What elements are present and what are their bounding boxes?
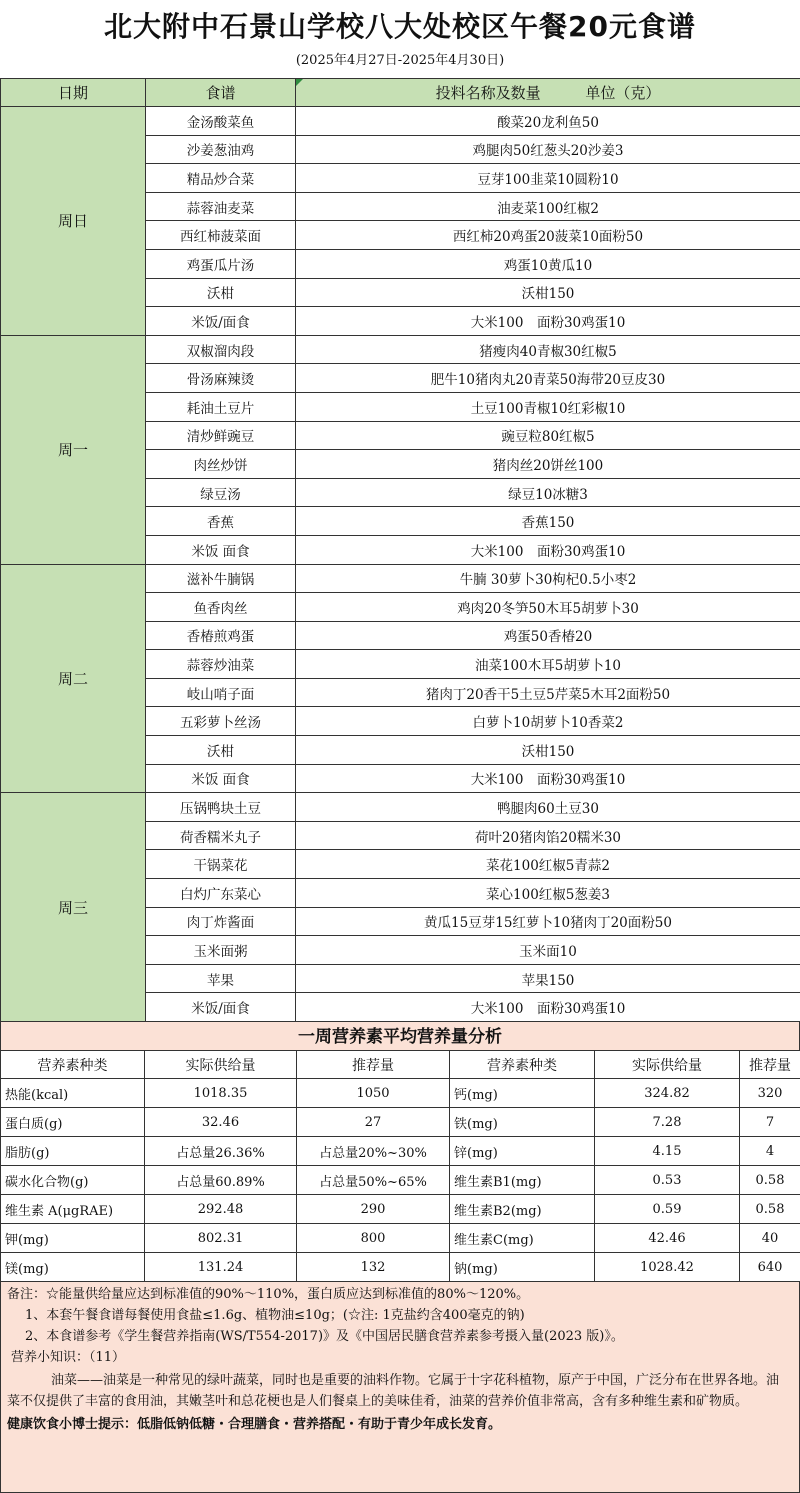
nutrient-value-cell: 132	[297, 1253, 450, 1282]
knowledge-label: 营养小知识：（11）	[7, 1347, 791, 1368]
ingredients-cell: 牛腩 30萝卜30枸杞0.5小枣2	[296, 564, 800, 593]
nutrition-row	[1, 1108, 800, 1137]
dish-cell: 干锅菜花	[146, 850, 296, 879]
nutrient-value-cell: 802.31	[145, 1224, 297, 1253]
ingredients-cell: 绿豆10冰糖3	[296, 478, 800, 507]
ingredients-cell: 豆芽100韭菜10圆粉10	[296, 164, 800, 193]
dish-cell: 蒜蓉炒油菜	[146, 650, 296, 679]
nutrient-value-cell: 800	[297, 1224, 450, 1253]
ingredients-cell: 土豆100青椒10红彩椒10	[296, 392, 800, 421]
nutrient-value-cell: 1018.35	[145, 1079, 297, 1108]
dish-cell: 清炒鲜豌豆	[146, 421, 296, 450]
dish-cell: 米饭/面食	[146, 307, 296, 336]
nutrient-value-cell: 640	[740, 1253, 800, 1282]
nutrition-header-row	[1, 1051, 800, 1079]
nutrient-value-cell: 324.82	[595, 1079, 740, 1108]
ingredients-cell: 菜心100红椒5葱姜3	[296, 879, 800, 908]
ingredients-cell: 鸡腿肉50红葱头20沙姜3	[296, 135, 800, 164]
notes-panel	[0, 1282, 800, 1493]
nutrition-header-cell: 实际供给量	[595, 1051, 740, 1079]
dish-cell: 滋补牛腩锅	[146, 564, 296, 593]
ingredients-cell: 菜花100红椒5青蒜2	[296, 850, 800, 879]
nutrient-name-cell: 碳水化合物(g)	[1, 1166, 145, 1195]
menu-row	[1, 793, 800, 822]
ingredients-cell: 荷叶20猪肉馅20糯米30	[296, 821, 800, 850]
knowledge-text: 油菜——油菜是一种常见的绿叶蔬菜，同时也是重要的油料作物。它属于十字花科植物，原产于中国，广泛分布在世界各地。油菜不仅提供了丰富的食用油，其嫩茎叶和总花梗也是人们餐桌上的美味佳肴，油菜的营养价值非常高，含有多种维生素和矿物质。	[7, 1370, 791, 1412]
ingredients-cell: 豌豆粒80红椒5	[296, 421, 800, 450]
menu-header-row	[1, 79, 800, 107]
note-references: 2、本食谱参考《学生餐营养指南(WS/T554-2017)》及《中国居民膳食营养素参考摄入量(2023 版)》。	[7, 1326, 791, 1347]
ingredients-cell: 猪肉丁20香干5土豆5芹菜5木耳2面粉50	[296, 678, 800, 707]
dish-cell: 沃柑	[146, 278, 296, 307]
nutrient-value-cell: 1028.42	[595, 1253, 740, 1282]
nutrient-value-cell: 占总量26.36%	[145, 1137, 297, 1166]
nutrient-name-cell: 维生素B2(mg)	[450, 1195, 595, 1224]
nutrient-value-cell: 0.58	[740, 1195, 800, 1224]
dish-cell: 香椿煎鸡蛋	[146, 621, 296, 650]
dish-cell: 米饭 面食	[146, 535, 296, 564]
nutrient-name-cell: 锌(mg)	[450, 1137, 595, 1166]
dish-cell: 压锅鸭块土豆	[146, 793, 296, 822]
dish-cell: 米饭 面食	[146, 764, 296, 793]
nutrient-value-cell: 0.58	[740, 1166, 800, 1195]
health-tip: 健康饮食小博士提示：低脂低钠低糖・合理膳食・营养搭配・有助于青少年成长发育。	[7, 1414, 791, 1435]
ingredients-cell: 白萝卜10胡萝卜10香菜2	[296, 707, 800, 736]
menu-table	[0, 78, 800, 1022]
dish-cell: 双椒溜肉段	[146, 335, 296, 364]
day-cell: 周一	[1, 335, 146, 564]
ingredients-cell: 大米100 面粉30鸡蛋10	[296, 307, 800, 336]
nutrient-value-cell: 131.24	[145, 1253, 297, 1282]
menu-row	[1, 335, 800, 364]
dish-cell: 沙姜葱油鸡	[146, 135, 296, 164]
ingredients-cell: 鸡蛋50香椿20	[296, 621, 800, 650]
dish-cell: 肉丁炸酱面	[146, 907, 296, 936]
nutrient-value-cell: 42.46	[595, 1224, 740, 1253]
ingredients-cell: 鸭腿肉60土豆30	[296, 793, 800, 822]
page-title: 北大附中石景山学校八大处校区午餐20元食谱	[0, 0, 800, 48]
nutrition-header-cell: 推荐量	[740, 1051, 800, 1079]
nutrient-name-cell: 脂肪(g)	[1, 1137, 145, 1166]
ingredients-cell: 苹果150	[296, 964, 800, 993]
header-date: 日期	[1, 79, 146, 107]
dish-cell: 骨汤麻辣烫	[146, 364, 296, 393]
dish-cell: 金汤酸菜鱼	[146, 107, 296, 136]
dish-cell: 荷香糯米丸子	[146, 821, 296, 850]
nutrient-value-cell: 4.15	[595, 1137, 740, 1166]
dish-cell: 五彩萝卜丝汤	[146, 707, 296, 736]
nutrient-name-cell: 钾(mg)	[1, 1224, 145, 1253]
nutrition-row	[1, 1224, 800, 1253]
dish-cell: 肉丝炒饼	[146, 450, 296, 479]
dish-cell: 鱼香肉丝	[146, 593, 296, 622]
nutrient-name-cell: 钠(mg)	[450, 1253, 595, 1282]
ingredients-cell: 沃柑150	[296, 736, 800, 765]
ingredients-cell: 大米100 面粉30鸡蛋10	[296, 993, 800, 1022]
nutrition-title: 一周营养素平均营养量分析	[0, 1022, 800, 1050]
ingredients-cell: 大米100 面粉30鸡蛋10	[296, 764, 800, 793]
day-cell: 周日	[1, 107, 146, 336]
nutrient-value-cell: 40	[740, 1224, 800, 1253]
ingredients-cell: 沃柑150	[296, 278, 800, 307]
dish-cell: 米饭/面食	[146, 993, 296, 1022]
nutrient-value-cell: 占总量60.89%	[145, 1166, 297, 1195]
header-unit-label: 单位（克）	[585, 84, 660, 102]
day-cell: 周二	[1, 564, 146, 793]
nutrition-row	[1, 1166, 800, 1195]
nutrient-value-cell: 0.59	[595, 1195, 740, 1224]
note-salt-oil: 1、本套午餐食谱每餐使用食盐≤1.6g、植物油≤10g；(☆注: 1克盐约含400毫克的钠)	[7, 1305, 791, 1326]
ingredients-cell: 黄瓜15豆芽15红萝卜10猪肉丁20面粉50	[296, 907, 800, 936]
ingredients-cell: 猪瘦肉40青椒30红椒5	[296, 335, 800, 364]
ingredients-cell: 大米100 面粉30鸡蛋10	[296, 535, 800, 564]
nutrition-row	[1, 1195, 800, 1224]
ingredients-cell: 油菜100木耳5胡萝卜10	[296, 650, 800, 679]
nutrient-name-cell: 热能(kcal)	[1, 1079, 145, 1108]
date-range: (2025年4月27日-2025年4月30日)	[0, 48, 800, 78]
ingredients-cell: 鸡肉20冬笋50木耳5胡萝卜30	[296, 593, 800, 622]
nutrient-name-cell: 蛋白质(g)	[1, 1108, 145, 1137]
menu-row	[1, 107, 800, 136]
ingredients-cell: 玉米面10	[296, 936, 800, 965]
nutrient-value-cell: 4	[740, 1137, 800, 1166]
dish-cell: 鸡蛋瓜片汤	[146, 249, 296, 278]
dish-cell: 玉米面粥	[146, 936, 296, 965]
nutrient-value-cell: 27	[297, 1108, 450, 1137]
nutrition-row	[1, 1253, 800, 1282]
menu-row	[1, 564, 800, 593]
day-cell: 周三	[1, 793, 146, 1022]
nutrition-body	[1, 1079, 800, 1282]
dish-cell: 岐山哨子面	[146, 678, 296, 707]
nutrient-value-cell: 290	[297, 1195, 450, 1224]
nutrition-header-cell: 实际供给量	[145, 1051, 297, 1079]
nutrient-value-cell: 32.46	[145, 1108, 297, 1137]
nutrient-name-cell: 铁(mg)	[450, 1108, 595, 1137]
ingredients-cell: 鸡蛋10黄瓜10	[296, 249, 800, 278]
ingredients-cell: 西红柿20鸡蛋20菠菜10面粉50	[296, 221, 800, 250]
dish-cell: 绿豆汤	[146, 478, 296, 507]
nutrient-value-cell: 占总量20%~30%	[297, 1137, 450, 1166]
cell-marker-icon	[296, 79, 303, 86]
dish-cell: 白灼广东菜心	[146, 879, 296, 908]
ingredients-cell: 猪肉丝20饼丝100	[296, 450, 800, 479]
dish-cell: 精品炒合菜	[146, 164, 296, 193]
nutrient-value-cell: 0.53	[595, 1166, 740, 1195]
nutrition-row	[1, 1079, 800, 1108]
dish-cell: 蒜蓉油麦菜	[146, 192, 296, 221]
nutrient-name-cell: 镁(mg)	[1, 1253, 145, 1282]
header-dish: 食谱	[146, 79, 296, 107]
ingredients-cell: 酸菜20龙利鱼50	[296, 107, 800, 136]
dish-cell: 耗油土豆片	[146, 392, 296, 421]
nutrition-header-cell: 营养素种类	[450, 1051, 595, 1079]
header-items	[296, 79, 800, 107]
nutrient-name-cell: 维生素C(mg)	[450, 1224, 595, 1253]
remark-text: 备注：☆能量供给量应达到标准值的90%～110%，蛋白质应达到标准值的80%～120%。	[7, 1284, 791, 1305]
nutrition-header-cell: 营养素种类	[1, 1051, 145, 1079]
dish-cell: 苹果	[146, 964, 296, 993]
nutrient-name-cell: 维生素 A(μgRAE)	[1, 1195, 145, 1224]
nutrition-header-cell: 推荐量	[297, 1051, 450, 1079]
nutrient-value-cell: 占总量50%~65%	[297, 1166, 450, 1195]
dish-cell: 香蕉	[146, 507, 296, 536]
nutrient-value-cell: 292.48	[145, 1195, 297, 1224]
nutrient-value-cell: 7	[740, 1108, 800, 1137]
menu-body	[1, 107, 800, 1022]
nutrition-table	[0, 1050, 800, 1282]
ingredients-cell: 肥牛10猪肉丸20青菜50海带20豆皮30	[296, 364, 800, 393]
dish-cell: 西红柿菠菜面	[146, 221, 296, 250]
nutrient-value-cell: 1050	[297, 1079, 450, 1108]
nutrient-name-cell: 钙(mg)	[450, 1079, 595, 1108]
dish-cell: 沃柑	[146, 736, 296, 765]
nutrient-value-cell: 7.28	[595, 1108, 740, 1137]
nutrient-name-cell: 维生素B1(mg)	[450, 1166, 595, 1195]
nutrient-value-cell: 320	[740, 1079, 800, 1108]
ingredients-cell: 香蕉150	[296, 507, 800, 536]
nutrition-row	[1, 1137, 800, 1166]
ingredients-cell: 油麦菜100红椒2	[296, 192, 800, 221]
header-items-label: 投料名称及数量	[436, 84, 541, 102]
